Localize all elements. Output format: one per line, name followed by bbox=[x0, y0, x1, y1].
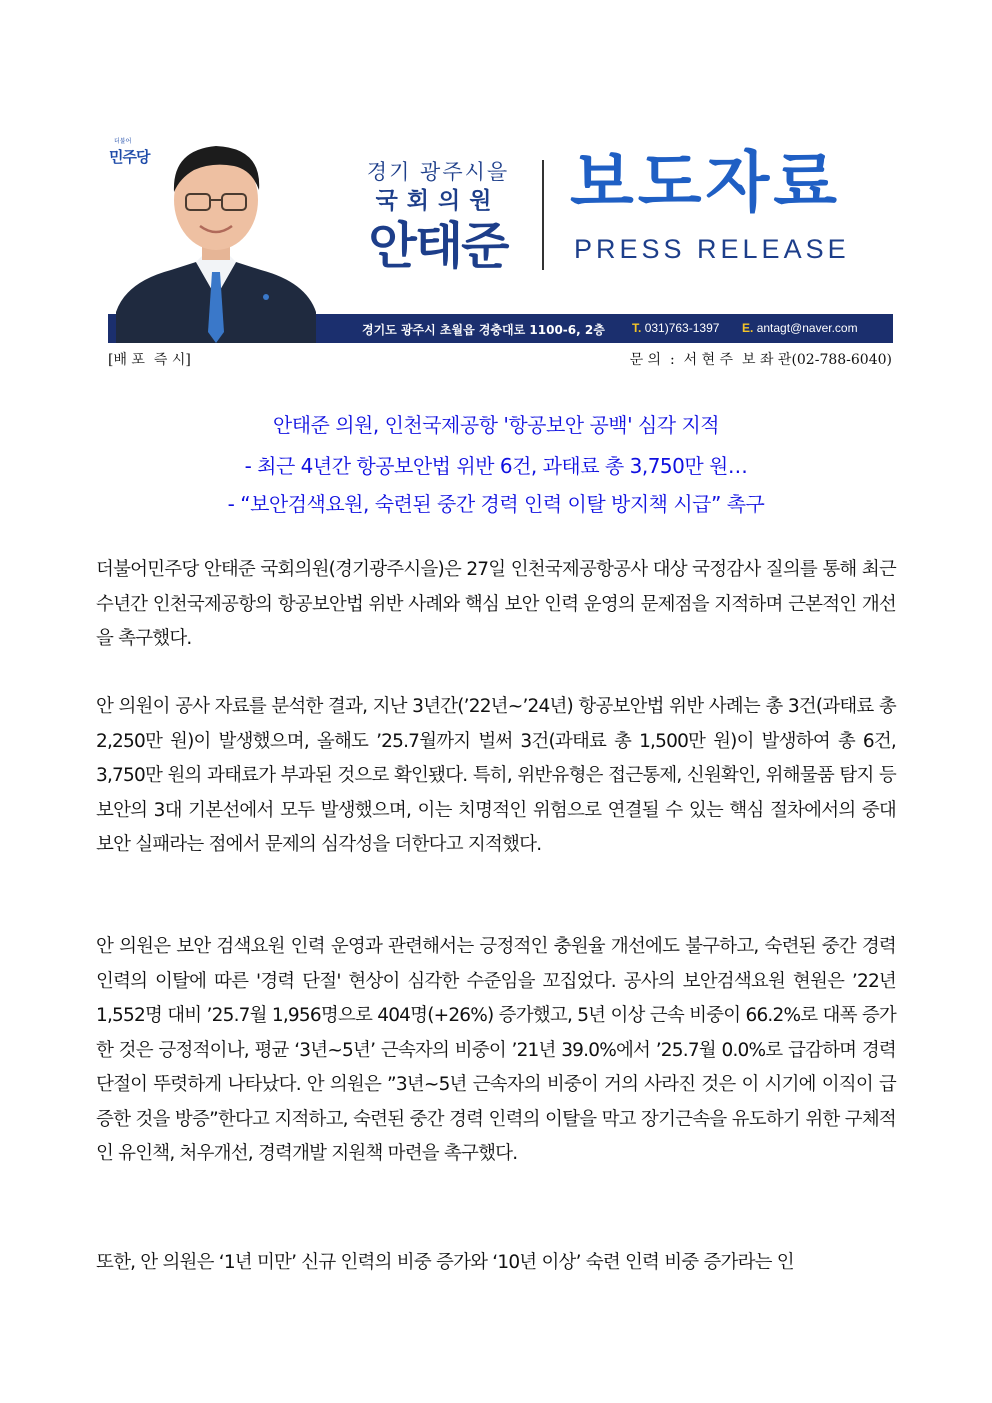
release-timing: [배 포 즉 시] bbox=[108, 352, 191, 368]
lawmaker-name: 안태준 bbox=[368, 217, 508, 275]
constituency-label: 경기 광주시을 bbox=[366, 160, 510, 184]
phone-label: T. bbox=[632, 321, 642, 335]
headline-sub-2: - “보안검색요원, 숙련된 중간 경력 인력 이탈 방지책 시급” 촉구 bbox=[227, 492, 765, 516]
role-label: 국회의원 bbox=[375, 188, 501, 214]
phone-number: 031)763-1397 bbox=[644, 321, 720, 335]
body-paragraph-1: 더불어민주당 안태준 국회의원(경기광주시을)은 27일 인천국제공항공사 대상 국정감사 질의를 통해 최근 수년간 인천국제공항의 항공보안법 위반 사례와 핵심 보안 인력 운영의 문제점을 지적하며 근본적인 개선을 촉구했다. bbox=[96, 559, 896, 649]
portrait-photo bbox=[116, 122, 316, 343]
body-paragraph-2: 안 의원이 공사 자료를 분석한 결과, 지난 3년간(’22년~’24년) 항공보안법 위반 사례는 총 3건(과태료 총 2,250만 원)이 발생했으며, 올해도 ’25.7월까지 벌써 3건(과태료 총 1,500만 원)이 발생하여 총 6건, 3,750만 원의 과태료가 부과된 것으로 확인됐다. 특히, 위반유형은 접근통제, 신원확인, 위해물품 탐지 등 보안의 3대 기본선에서 모두 발생했으며, 이는 치명적인 위험으로 연결될 수 있는 핵심 절차에서의 중대 보안 실패라는 점에서 문제의 심각성을 더한다고 지적했다. bbox=[96, 696, 896, 855]
headline-sub-1: - 최근 4년간 항공보안법 위반 6건, 과태료 총 3,750만 원… bbox=[244, 454, 748, 478]
party-logo-small-text: 더불어 bbox=[114, 138, 132, 145]
email-address: antagt@naver.com bbox=[756, 321, 858, 335]
inquiry-contact: 문 의 : 서 현 주 보 좌 관(02-788-6040) bbox=[629, 352, 892, 368]
office-address: 경기도 광주시 초월읍 경충대로 1100-6, 2층 bbox=[362, 323, 605, 337]
party-logo-name: 민주당 bbox=[109, 148, 150, 166]
office-phone bbox=[632, 321, 719, 335]
office-email bbox=[742, 321, 858, 335]
press-release-title-english: PRESS RELEASE bbox=[574, 234, 850, 264]
headline-main: 안태준 의원, 인천국제공항 '항공보안 공백' 심각 지적 bbox=[272, 413, 720, 437]
body-paragraph-4: 또한, 안 의원은 ‘1년 미만’ 신규 인력의 비중 증가와 ‘10년 이상’ 숙련 인력 비중 증가라는 인 bbox=[96, 1252, 794, 1273]
press-release-banner bbox=[108, 102, 893, 343]
email-label: E. bbox=[742, 321, 754, 335]
body-paragraph-3: 안 의원은 보안 검색요원 인력 운영과 관련해서는 긍정적인 충원율 개선에도 불구하고, 숙련된 중간 경력 인력의 이탈에 따른 '경력 단절' 현상이 심각한 수준임을 꼬집었다. 공사의 보안검색요원 현원은 ’22년 1,552명 대비 ’25.7월 1,956명으로 404명(+26%) 증가했고, 5년 이상 근속 비중이 66.2%로 대폭 증가한 것은 긍정적이나, 평균 ‘3년~5년’ 근속자의 비중이 ’21년 39.0%에서 ’25.7월 0.0%로 급감하며 경력 단절이 뚜렷하게 나타났다. 안 의원은 ”3년~5년 근속자의 비중이 거의 사라진 것은 이 시기에 이직이 급증한 것을 방증”한다고 지적하고, 숙련된 중간 경력 인력의 이탈을 막고 장기근속을 유도하기 위한 구체적인 유인책, 처우개선, 경력개발 지원책 마련을 촉구했다. bbox=[96, 936, 896, 1164]
header-divider bbox=[542, 160, 544, 270]
press-release-title-korean: 보도자료 bbox=[570, 144, 842, 221]
